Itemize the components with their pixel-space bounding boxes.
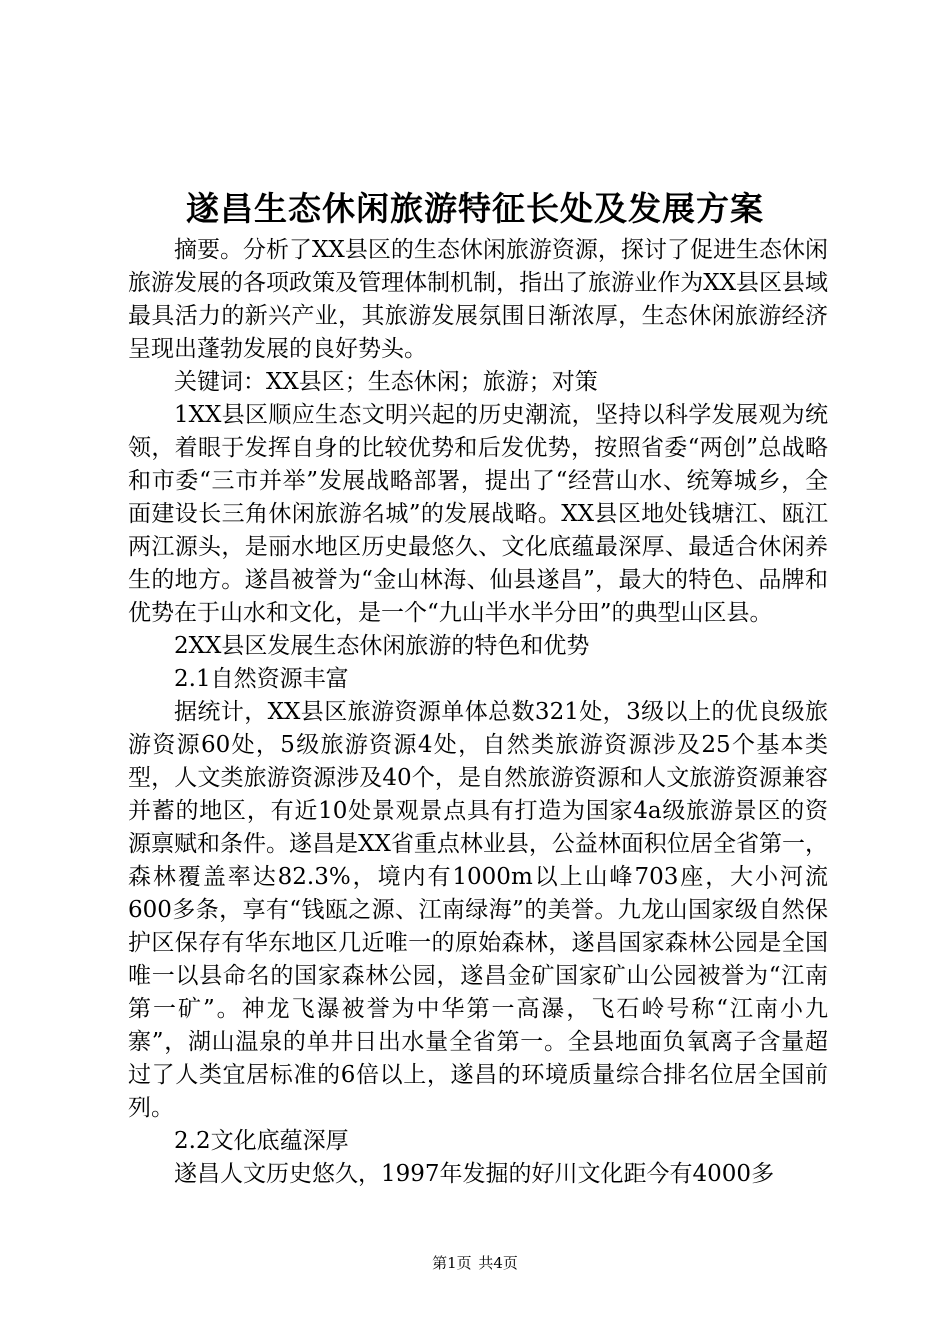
page-total: 共4页 (478, 1254, 518, 1272)
page-footer (0, 1253, 950, 1273)
keywords-paragraph: 关键词：XX县区；生态休闲；旅游；对策 (174, 369, 598, 395)
section-2-2-heading: 2.2文化底蕴深厚 (174, 1128, 349, 1154)
section-1-paragraph: 1XX县区顺应生态文明兴起的历史潮流，坚持以科学发展观为统领，着眼于发挥自身的比较优势和后发优势，按照省委“两创”总战略和市委“三市并举”发展战略部署，提出了“经营山水、统筹城乡，全面建设长三角休闲旅游名城”的发展战略。XX县区地处钱塘江、瓯江两江源头，是丽水地区历史最悠久、文化底蕴最深厚、最适合休闲养生的地方。遂昌被誉为“金山林海、仙县遂昌”，最大的特色、品牌和优势在于山水和文化，是一个“九山半水半分田”的典型山区县。 (128, 402, 828, 626)
section-2-heading: 2XX县区发展生态休闲旅游的特色和优势 (174, 633, 590, 659)
section-2-1-heading: 2.1自然资源丰富 (174, 666, 349, 692)
page-number: 第1页 (432, 1254, 472, 1272)
document-body (128, 234, 828, 1191)
abstract-paragraph: 摘要。分析了XX县区的生态休闲旅游资源，探讨了促进生态休闲旅游发展的各项政策及管理体制机制，指出了旅游业作为XX县区县域最具活力的新兴产业，其旅游发展氛围日渐浓厚，生态休闲旅游经济呈现出蓬勃发展的良好势头。 (128, 237, 828, 362)
section-2-1-paragraph: 据统计，XX县区旅游资源单体总数321处，3级以上的优良级旅游资源60处，5级旅游资源4处，自然类旅游资源涉及25个基本类型，人文类旅游资源涉及40个，是自然旅游资源和人文旅游资源兼容并蓄的地区，有近10处景观景点具有打造为国家4a级旅游景区的资源禀赋和条件。遂昌是XX省重点林业县，公益林面积位居全省第一，森林覆盖率达82.3%，境内有1000m以上山峰703座，大小河流600多条，享有“钱瓯之源、江南绿海”的美誉。九龙山国家级自然保护区保存有华东地区几近唯一的原始森林，遂昌国家森林公园是全国唯一以县命名的国家森林公园，遂昌金矿国家矿山公园被誉为“江南第一矿”。神龙飞瀑被誉为中华第一高瀑，飞石岭号称“江南小九寨”，湖山温泉的单井日出水量全省第一。全县地面负氧离子含量超过了人类宜居标准的6倍以上，遂昌的环境质量综合排名位居全国前列。 (128, 699, 828, 1121)
section-2-2-paragraph: 遂昌人文历史悠久，1997年发掘的好川文化距今有4000多 (174, 1161, 775, 1187)
page-title: 遂昌生态休闲旅游特征长处及发展方案 (186, 189, 764, 228)
